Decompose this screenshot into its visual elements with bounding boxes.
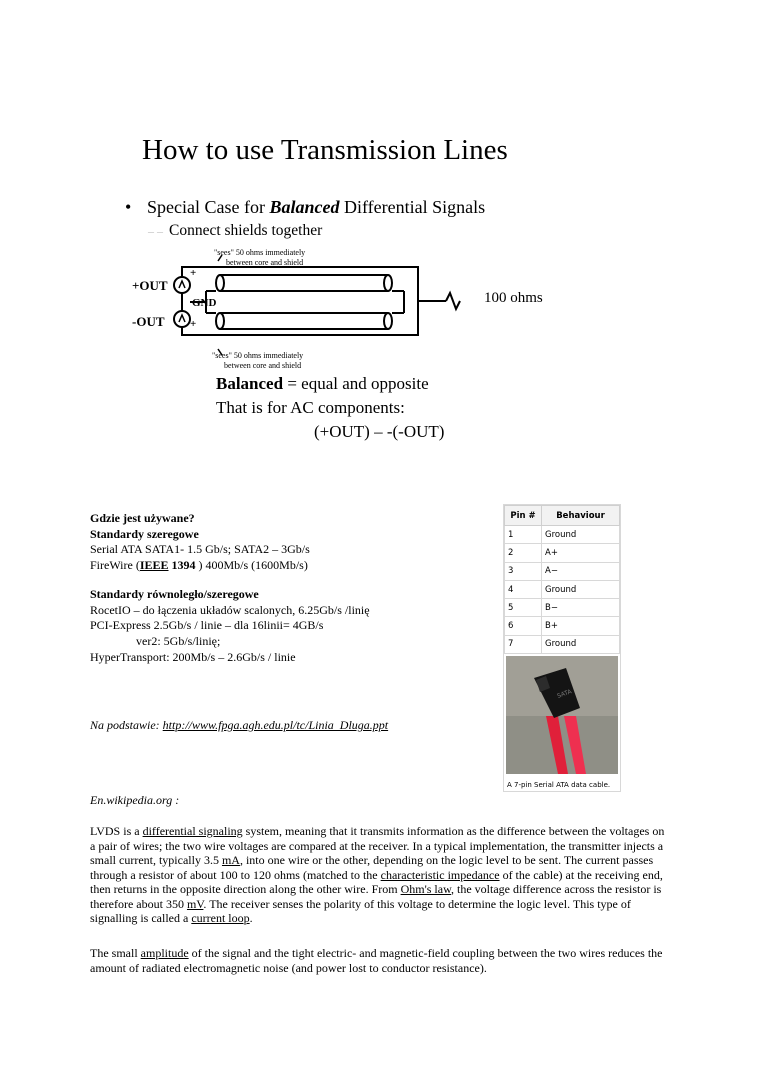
- amplitude-paragraph: [90, 946, 670, 975]
- para2-text-2: of the signal and the tight electric- and magnetic-field coupling between the two wires reduces the amount of radiated electromagnetic noise (and power lost to conductor resistance).: [90, 946, 663, 975]
- pin-behaviour: B−: [542, 599, 620, 617]
- bullet-suffix: Differential Signals: [339, 197, 486, 217]
- para1-text-7: .: [249, 911, 253, 925]
- label-plus-out: +OUT: [132, 278, 168, 293]
- standard-rocketio: RocetIO – do łączenia układów scalonych, 6.25Gb/s /linię: [90, 602, 370, 617]
- note-top-arrow: [218, 255, 222, 261]
- standards-block: [90, 511, 370, 665]
- para1-text-6: . The receiver senses the polarity of this voltage to determine the logic level. This type of signalling is called a: [90, 896, 631, 925]
- pin-behaviour: A−: [542, 562, 620, 580]
- standard-hypertransport: HyperTransport: 200Mb/s – 2.6Gb/s / linie: [90, 649, 296, 664]
- para1-text-2: system, meaning that it transmits information as the difference between the voltages on a pair of wires; the two wire voltages are compared at the receiver. In a typical implementation, the transmitter injects a small current, typically 3.5: [90, 824, 665, 867]
- bullet-dot: •: [125, 197, 132, 217]
- link-characteristic-impedance[interactable]: characteristic impedance: [380, 867, 500, 882]
- standards-heading-parallel: Standardy równoległo/szeregowe: [90, 586, 259, 601]
- standard-pci-ver2: ver2: 5Gb/s/linię;: [136, 633, 221, 648]
- slide-title: How to use Transmission Lines: [142, 134, 508, 166]
- pin-table-header-behaviour: Behaviour: [542, 506, 620, 526]
- balanced-word: Balanced: [216, 374, 284, 393]
- pin-behaviour: Ground: [542, 580, 620, 598]
- standards-heading-usage: Gdzie jest używane?: [90, 511, 195, 525]
- balanced-line: [216, 374, 429, 394]
- pin-behaviour: Ground: [542, 635, 620, 653]
- slide-bullet: [125, 197, 485, 218]
- note-bottom-line2: between core and shield: [224, 361, 302, 370]
- table-row: [505, 580, 620, 598]
- circuit-diagram: [160, 255, 480, 355]
- firewire-suffix: ) 400Mb/s (1600Mb/s): [195, 558, 308, 573]
- note-bottom-line1: "sees" 50 ohms immediately: [212, 351, 304, 360]
- pin-number: 5: [505, 599, 542, 617]
- ieee-link[interactable]: IEEE: [139, 558, 169, 573]
- source-link[interactable]: http://www.fpga.agh.edu.pl/tc/Linia_Dluga.ppt: [162, 718, 389, 732]
- link-amplitude[interactable]: amplitude: [140, 946, 189, 960]
- link-ohms-law[interactable]: Ohm's law: [400, 882, 451, 896]
- pin-number: 7: [505, 635, 542, 653]
- pin-behaviour: A+: [542, 544, 620, 562]
- balanced-rest: = equal and opposite: [283, 374, 429, 393]
- para1-text-5: , the voltage difference across the resistor is therefore about 350: [90, 882, 662, 911]
- sata-pin-box: [503, 504, 621, 792]
- source-minus-arrow: [179, 315, 185, 322]
- shield-link-right: [392, 291, 404, 313]
- lvds-paragraph: [90, 824, 670, 926]
- standard-sata: Serial ATA SATA1- 1.5 Gb/s; SATA2 – 3Gb/s: [90, 542, 310, 557]
- table-row: [505, 599, 620, 617]
- pin-behaviour: Ground: [542, 526, 620, 544]
- sata-cable-photo: [506, 656, 618, 774]
- plus-sign-bottom: +: [190, 318, 197, 330]
- note-top-line2: between core and shield: [226, 258, 304, 267]
- source-plus-arrow: [179, 281, 185, 288]
- label-gnd: GND: [192, 297, 217, 309]
- standard-pci-express: PCI-Express 2.5Gb/s / linie – dla 16linii= 4GB/s: [90, 618, 324, 633]
- sata-pin-table: [504, 505, 620, 654]
- sub-bullet-dash: – –: [148, 224, 163, 238]
- para1-text-3: , into one wire or the other, depending on the logic level to be sent. The current passes through a resistor of about 100 to 120 ohms (matched to the: [90, 853, 654, 882]
- table-row: [505, 617, 620, 635]
- source-prefix: Na podstawie:: [90, 718, 163, 732]
- top-core-wire: [182, 267, 446, 301]
- pin-number: 6: [505, 617, 542, 635]
- standards-heading-serial: Standardy szeregowe: [90, 526, 199, 541]
- bullet-prefix: Special Case for: [147, 197, 270, 217]
- pin-table-header-pin: Pin #: [505, 506, 542, 526]
- formula-line: (+OUT) – -(-OUT): [314, 422, 445, 441]
- table-row: [505, 526, 620, 544]
- load-resistor-zigzag: [446, 293, 460, 309]
- top-shield-right-end: [384, 275, 392, 291]
- pin-number: 3: [505, 562, 542, 580]
- pin-number: 2: [505, 544, 542, 562]
- load-resistor-label: 100 ohms: [484, 290, 543, 306]
- label-minus-out: -OUT: [132, 314, 165, 329]
- para2-text-1: The small: [90, 946, 141, 960]
- source-line: [90, 718, 388, 733]
- note-bottom-arrow: [218, 349, 222, 355]
- shield-link-left: [206, 291, 216, 313]
- link-mv[interactable]: mV: [186, 896, 204, 911]
- link-ma[interactable]: mA: [221, 853, 240, 867]
- para1-text-4: of the cable) at the receiving end, then returns in the opposite direction along the other wire. From: [90, 867, 663, 896]
- bottom-shield-left-end: [216, 313, 224, 329]
- top-shield-left-end: [216, 275, 224, 291]
- bottom-shield: [220, 313, 388, 329]
- link-differential-signaling[interactable]: differential signaling: [142, 824, 243, 838]
- note-top-line1: "sees" 50 ohms immediately: [214, 248, 306, 257]
- firewire-number: 1394: [168, 558, 196, 573]
- sub-bullet-text: Connect shields together: [169, 222, 323, 239]
- table-row: [505, 635, 620, 653]
- ac-components-line: That is for AC components:: [216, 398, 405, 417]
- plus-sign-top: +: [190, 267, 197, 279]
- para1-text-1: LVDS is a: [90, 824, 143, 838]
- table-row: [505, 544, 620, 562]
- bottom-shield-right-end: [384, 313, 392, 329]
- slide-sub-bullet: [148, 222, 322, 240]
- connector-label: SATA: [556, 688, 573, 700]
- pin-number: 1: [505, 526, 542, 544]
- photo-caption: A 7-pin Serial ATA data cable.: [507, 781, 611, 790]
- pin-number: 4: [505, 580, 542, 598]
- standard-firewire: [90, 558, 370, 574]
- firewire-prefix: FireWire (: [90, 558, 140, 573]
- wiki-label: En.wikipedia.org :: [90, 793, 180, 807]
- pin-behaviour: B+: [542, 617, 620, 635]
- pin-table-header-row: [505, 506, 620, 526]
- bullet-emphasis: Balanced: [269, 197, 340, 217]
- link-current-loop[interactable]: current loop: [191, 911, 250, 925]
- top-shield: [220, 275, 388, 291]
- table-row: [505, 562, 620, 580]
